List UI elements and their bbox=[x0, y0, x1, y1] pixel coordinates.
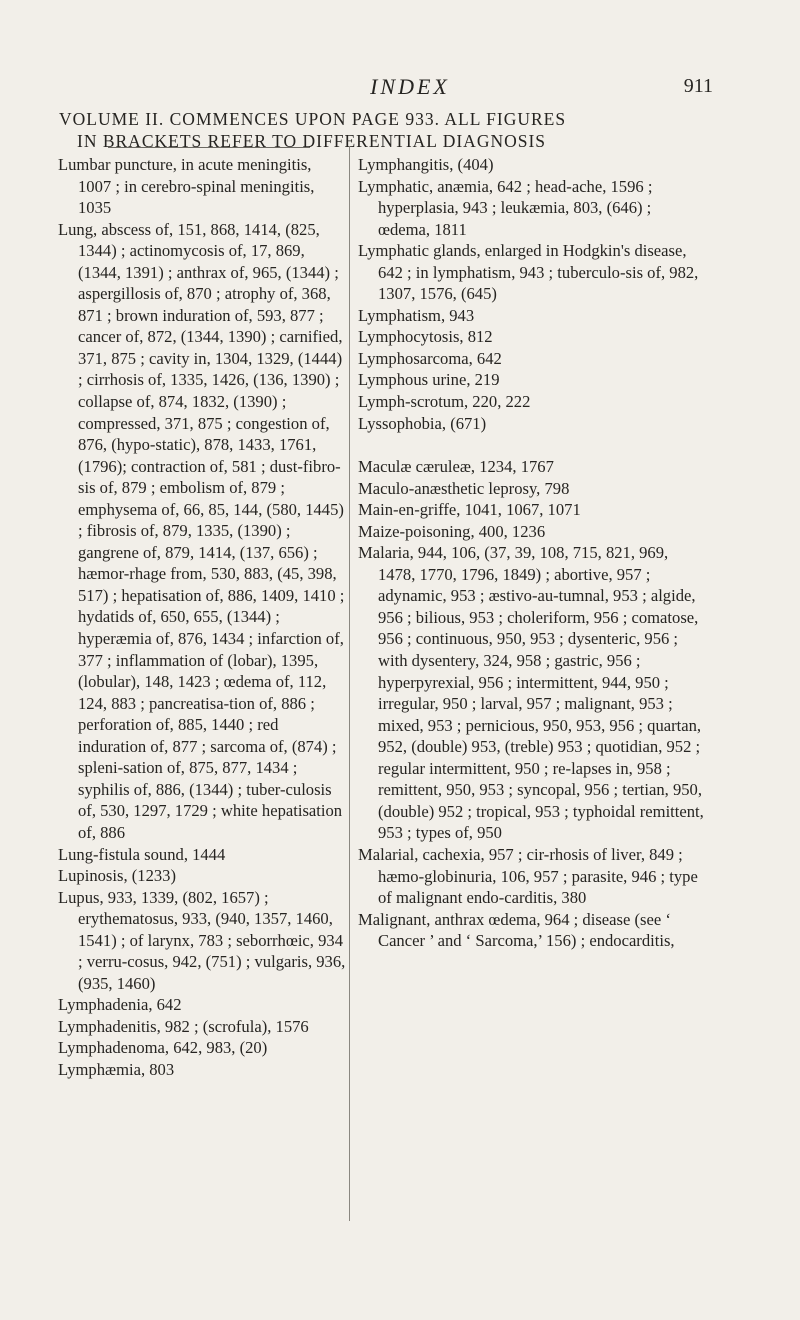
index-entry: Lymphangitis, (404) bbox=[358, 155, 494, 174]
index-entry: Lymphatism, 943 bbox=[358, 305, 475, 325]
index-entry: Maize-poisoning, 400, 1236 bbox=[358, 521, 546, 541]
index-entry: Main-en-griffe, 1041, 1067, 1071 bbox=[358, 500, 581, 520]
index-entry: Maculæ cæruleæ, 1234, 1767 bbox=[358, 457, 554, 477]
volume-notice bbox=[59, 108, 749, 152]
index-entry: Lymphadenia, 642 bbox=[58, 995, 182, 1015]
index-entry: Lumbar puncture, in acute meningitis, 1007 ; in cerebro-spinal meningitis, 1035 bbox=[58, 155, 315, 218]
index-entry: Lung, abscess of, 151, 868, 1414, (825, 1344) ; actinomycosis of, 17, 869, (1344, 1391) ; anthrax of, 965, (1344) ; aspergillosis of, 870 ; atrophy of, 368, 871 ; brown induration of, 593, 877 ; cancer of, 872, (1344, 1390) ; carnified, 371, 875 ; cavity in, 1304, 1329, (1444) ; cirrhosis of, 1335, 1426, (136, 1390) ; collapse of, 874, 1832, (1390) ; compressed, 371, 875 ; congestion of, 876, (hypo-static), 878, 1433, 1761, (1796); contraction of, 581 ; dust-fibro-sis of, 879 ; embolism of, 879 ; emphysema of, 66, 85, 144, (580, 1445) ; fibrosis of, 879, 1335, (1390) ; gangrene of, 879, 1414, (137, 656) ; hæmor-rhage from, 530, 883, (45, 398, 517) ; hepatisation of, 886, 1409, 1410 ; hydatids of, 650, 655, (1344) ; hyperæmia of, 876, 1434 ; infarction of, 377 ; inflammation of (lobar), 1395, (lobular), 148, 1423 ; œdema of, 112, 124, 883 ; pancreatisa-tion of, 886 ; perforation of, 885, 1440 ; red induration of, 877 ; sarcoma of, (874) ; spleni-sation of, 875, 877, 1434 ; syphilis of, 886, (1344) ; tuber-culosis of, 530, 1297, 1729 ; white hepatisation of, 886 bbox=[58, 219, 345, 842]
index-entry: Malignant, anthrax œdema, 964 ; disease (see ‘ Cancer ’ and ‘ Sarcoma,’ 156) ; endocarditis, bbox=[358, 909, 675, 951]
index-entry: Lymph-scrotum, 220, 222 bbox=[358, 392, 531, 412]
index-column-right bbox=[358, 154, 706, 952]
page-number: 911 bbox=[683, 75, 713, 97]
index-entry: Lymphæmia, 803 bbox=[58, 1059, 175, 1079]
index-entry: Lymphadenoma, 642, 983, (20) bbox=[58, 1038, 268, 1058]
index-entry: Lymphatic, anæmia, 642 ; head-ache, 1596 ; hyperplasia, 943 ; leukæmia, 803, (646) ; œdema, 1811 bbox=[358, 176, 653, 239]
running-title: INDEX bbox=[370, 74, 450, 99]
volume-notice-line-1: VOLUME II. COMMENCES UPON PAGE 933. ALL FIGURES bbox=[59, 109, 567, 129]
page-header bbox=[110, 74, 713, 102]
volume-notice-line-2: IN BRACKETS REFER TO DIFFERENTIAL DIAGNOSIS bbox=[77, 131, 547, 151]
index-entry: Malarial, cachexia, 957 ; cir-rhosis of liver, 849 ; hæmo-globinuria, 106, 957 ; parasite, 946 ; type of malignant endo-carditis, 380 bbox=[358, 844, 698, 908]
index-entry: Lymphosarcoma, 642 bbox=[358, 348, 502, 368]
index-entry: Lupinosis, (1233) bbox=[58, 866, 176, 886]
index-entry: Lymphatic glands, enlarged in Hodgkin's disease, 642 ; in lymphatism, 943 ; tuberculo-sis of, 982, 1307, 1576, (645) bbox=[358, 241, 699, 304]
index-column-left bbox=[58, 154, 346, 1081]
index-entry: Lymphocytosis, 812 bbox=[358, 327, 493, 347]
index-entry: Lung-fistula sound, 1444 bbox=[58, 844, 226, 864]
header-rule bbox=[108, 147, 310, 148]
index-entry: Maculo-anæsthetic leprosy, 798 bbox=[358, 478, 570, 498]
index-entry: Lymphous urine, 219 bbox=[358, 370, 500, 390]
letter-gap bbox=[358, 434, 706, 456]
index-entry: Lyssophobia, (671) bbox=[358, 413, 487, 433]
index-entry: Lupus, 933, 1339, (802, 1657) ; erythematosus, 933, (940, 1357, 1460, 1541) ; of larynx, 783 ; seborrhœic, 934 ; verru-cosus, 942, (751) ; vulgaris, 936, (935, 1460) bbox=[58, 887, 346, 993]
column-divider bbox=[349, 146, 350, 1221]
index-entry: Malaria, 944, 106, (37, 39, 108, 715, 821, 969, 1478, 1770, 1796, 1849) ; abortive, 957 ; adynamic, 953 ; æstivo-au-tumnal, 953 ; algide, 956 ; bilious, 953 ; choleriform, 956 ; comatose, 956 ; continuous, 950, 953 ; dysenteric, 956 ; with dysentery, 324, 958 ; gastric, 956 ; hyperpyrexial, 956 ; intermittent, 944, 950 ; irregular, 950 ; larval, 957 ; malignant, 953 ; mixed, 953 ; pernicious, 950, 953, 956 ; quartan, 952, (double) 953, (treble) 953 ; quotidian, 952 ; regular intermittent, 950 ; re-lapses in, 958 ; remittent, 950, 953 ; syncopal, 956 ; tertian, 950, (double) 952 ; tropical, 953 ; typhoidal remittent, 953 ; types of, 950 bbox=[358, 543, 704, 843]
index-entry: Lymphadenitis, 982 ; (scrofula), 1576 bbox=[58, 1016, 309, 1036]
